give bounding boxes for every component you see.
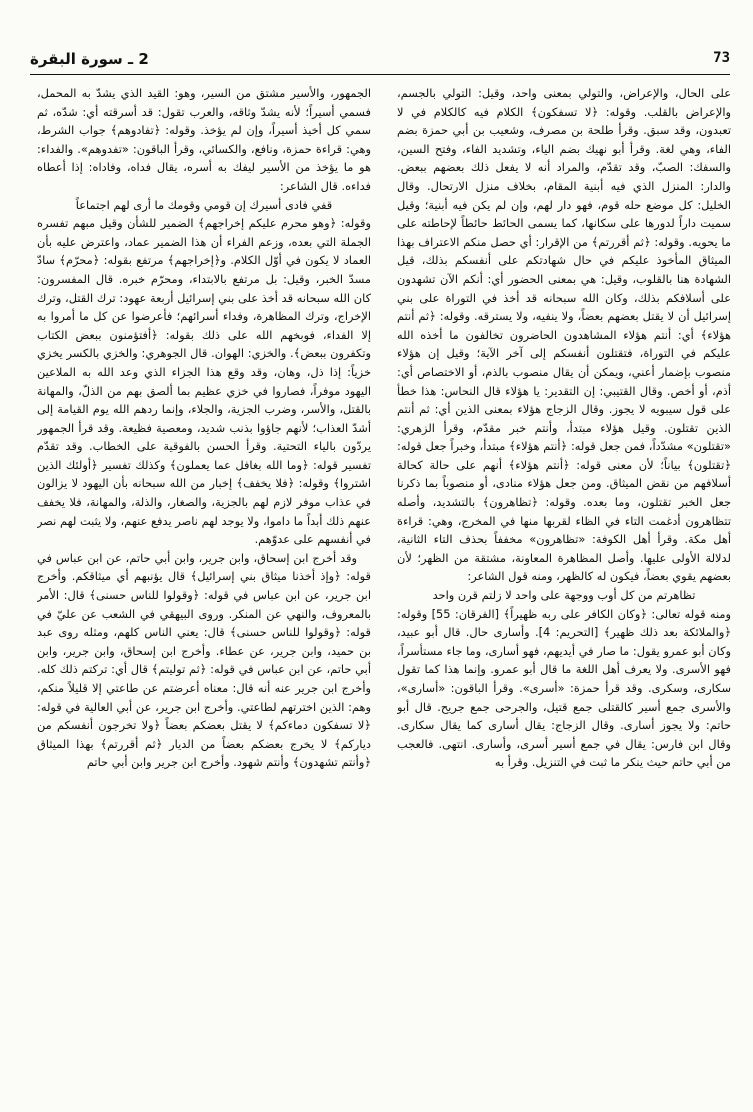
surah-title: 2 ـ سورة البقرة <box>30 50 149 68</box>
verse-line: قفي فادى أسيرك إن قومي وقومك ما أرى لهم اجتماعاً <box>75 197 333 212</box>
paragraph: وقد أخرج ابن إسحاق، وابن جرير، وابن أبي حاتم، عن ابن عباس في قوله: ﴿وإذ أخذنا ميثاق بني إسرائيل﴾ قال يؤنبهم أي ميثاقكم. وأخرج ابن جرير، عن ابن عباس في قوله: ﴿وقولوا للناس حسنى﴾ قال: الأمر بالمعروف، والنهي عن المنكر. وروى البيهقي في الشعب عن عليّ في قوله: ﴿وقولوا للناس حسنى﴾ قال: يعني الناس كلهم، ومثله روى عبد بن حميد، وابن جرير، عن عطاء. وأخرج ابن إسحاق، وابن جرير، وابن أبي حاتم، عن ابن عباس في قوله: ﴿ثم توليتم﴾ قال أي: تركتم ذلك كله. وأخرج ابن جرير عنه أنه قال: معناه أعرضتم عن طاعتي إلا قليلاً منكم، وهم: الذين اخترتهم لطاعتي. وأخرج ابن جرير، عن أبي العالية في قوله: ﴿لا تسفكون دماءكم﴾ لا يقتل بعضكم بعضاً ﴿ولا تخرجون أنفسكم من دياركم﴾ لا يخرج بعضكم بعضاً من الديار ﴿ثم أقررتم﴾ بهذا الميثاق ﴿وأنتم تشهدون﴾ وأنتم شهود. وأخرج ابن جرير وابن أبي حاتم <box>37 550 371 770</box>
paragraph: وقوله: ﴿وهو محرم عليكم إخراجهم﴾ الضمير للشأن وقيل مبهم تفسره الجملة التي بعده، وزعم الفراء أن هذا الضمير عماد، واعترض عليه بأن العماد لا يكون في أوّل الكلام. و﴿إخراجهم﴾ مرتفع بقوله: ﴿محرّم﴾ سادّ مسدّ الخبر، وقيل: بل مرتفع بالابتداء، ومحرّم خبره. قال المفسرون: كان الله سبحانه قد أخذ على بني إسرائيل أربعة عهود: ترك القتل، وترك الإخراج، وترك المظاهرة، وفداء أسرائهم؛ فأعرضوا عن كل ما أمروا به إلا الفداء، فوبخهم الله على ذلك بقوله: ﴿أفتؤمنون ببعض الكتاب وتكفرون ببعض﴾. والخزي: الهوان. قال الجوهري: والخزي بالكسر يخزي خزياً: إذا ذل، وهان، وقد وقع هذا الجزاء الذي وعد الله به الملاعين اليهود موفراً، فصاروا في خزي عظيم بما ألصق بهم من الذلّ، والمهانة بالقتل، والأسر، وضرب الجزية، والجلاء، وإنما ردهم الله يوم القيامة إلى أشدّ العذاب؛ لأنهم جاؤوا بذنب شديد، ومعصية فظيعة. وقد قرأ الجمهور يردّون بالياء التحتية. وقرأ الحسن بالفوقية على الخطاب. وقد تقدّم تفسير قوله: ﴿وما الله بغافل عما يعملون﴾ وكذلك تفسير ﴿أولئك الذين اشتروا﴾ وقوله: ﴿فلا يخفف﴾ إخبار من الله سبحانه بأن اليهود لا يزالون في عذاب موفر لازم لهم بالجزية، والصغار، والذلة، والمهانة، فلا يخفف عنهم ذلك أبداً ما داموا، ولا يوجد لهم ناصر يدفع عنهم، ولا يثبت لهم نصر في أنفسهم على عدوّهم. <box>37 216 371 547</box>
right-column <box>397 84 731 1092</box>
header-rule <box>30 74 730 75</box>
paragraph: على الحال، والإعراض، والتولي بمعنى واحد، وقيل: التولي بالجسم، والإعراض بالقلب. وقوله: ﴿لا تسفكون﴾ الكلام فيه كالكلام في لا تعبدون، وقد سبق. وقرأ طلحة بن مصرف، وشعيب بن أبي حمزة بضم الفاء، وهي لغة. وقرأ أبو نهيك بضم الياء، وتشديد الفاء، وفتح السين، والسفك: الصبّ، وقد تقدّم، والمراد أنه لا يفعل ذلك بعضهم ببعض. والدار: المنزل الذي فيه أبنية المقام، بخلاف منزل الارتحال. وقال الخليل: كل موضع حله قوم، فهو دار لهم، وإن لم يكن فيه أبنية؛ وقيل سميت داراً لدورها على سكانها، كما يسمى الحائط حائطاً لإحاطته على ما يحويه. وقوله: ﴿ثم أقررتم﴾ من الإقرار: أي حصل منكم الاعتراف بهذا الميثاق المأخوذ عليكم في حال شهادتكم على أنفسكم بذلك، قيل الشهادة هنا بالقلوب، وقيل: هي بمعنى الحضور أي: أنكم الآن تشهدون على أسلافكم بذلك، وكان الله سبحانه قد أخذ في التوراة على بني إسرائيل أن لا يقتل بعضهم بعضاً، ولا ينفيه، ولا يسترقه. وقوله: ﴿ثم أنتم هؤلاء﴾ أي: أنتم هؤلاء المشاهدون الحاضرون تخالفون ما أخذه الله عليكم في التوراة، فتقتلون أنفسكم إلى آخر الآية؛ وقيل إن هؤلاء منصوب بإضمار أعني، ويمكن أن يقال منصوب بالذم، أو الاختصاص أي: أذم، أو أخص. وقال القتيبي: إن التقدير: يا هؤلاء قال النحاس: هذا خطأ على قول سيبويه لا يجوز. وقال الزجاج هؤلاء بمعنى الذين أي: ثم أنتم الذين تقتلون. وقيل هؤلاء مبتدأ، وأنتم خبر مقدّم، وقرأ الزهري: «تقتلون» مشدّداً، فمن جعل قوله: ﴿أنتم هؤلاء﴾ مبتدأ، وخبراً جعل قوله: ﴿تقتلون﴾ بياناً؛ لأن معنى قوله: ﴿أنتم هؤلاء﴾ أنهم على حالة كحالة أسلافهم من نقض الميثاق. ومن جعل هؤلاء منادى، أو منصوباً بما ذكرنا جعل الخبر تقتلون، وما بعده. وقوله: ﴿تظاهرون﴾ بالتشديد، وأصله تتظاهرون أدغمت التاء في الظاء لقربها منها في المخرج، وهي: قراءة أهل مكة. وقرأ أهل الكوفة: «تظاهرون» مخففاً بحذف التاء الثانية، لدلالة الأولى عليها. وأصل المظاهرة المعاونة، مشتقة من الظهر؛ لأن بعضهم يقوي بعضاً، فيكون له كالظهر، ومنه قول الشاعر: <box>397 86 731 584</box>
paragraph: الجمهور، والأسير مشتق من السير، وهو: القيد الذي يشدّ به المحمل، فسمي أسيراً؛ لأنه يشدّ وثاقه، والعرب تقول: قد أسرقته أي: شدّه، ثم سمي كل أخيذ أسيراً، وإن لم يؤخذ. وقوله: ﴿تفادوهم﴾ جواب الشرط، وهي: قراءة حمزة، ونافع، والكسائي، وقرأ الباقون: «تفدوهم». والفداء: هو ما يؤخذ من الأسير ليفك به أسره، يقال فداه، وفاداه: إذا أعطاه فداءه. قال الشاعر: <box>37 86 371 193</box>
running-header <box>30 50 730 72</box>
paragraph: ومنه قوله تعالى: ﴿وكان الكافر على ربه ظهيراً﴾ [الفرقان: 55] وقوله: ﴿والملائكة بعد ذلك ظهير﴾ [التحريم: 4]. وأسارى حال. قال أبو عبيد، وكان أبو عمرو يقول: ما صار في أيديهم، فهو أسارى، وما جاء مستأسراً، فهو الأسرى. ولا يعرف أهل اللغة ما قال أبو عمرو. وإنما هذا كما تقول سكارى، وسكرى. وقد قرأ حمزة: «أسرى». وقرأ الباقون: «أسارى»، والأسرى جمع أسير كالقتلى جمع قتيل، والجرحى جمع جريح. قال أبو حاتم: ولا يجوز أسارى. وقال الزجاج: يقال أسارى كما يقال سكارى. وقال ابن فارس: يقال في جمع أسير أسرى، وأسارى. انتهى. فالعجب من أبي حاتم حيث ينكر ما ثبت في التنزيل. وقرأ به <box>397 606 731 770</box>
verse-line: تظاهرتم من كل أوب ووجهة على واحد لا زلتم قرن واحد <box>432 588 696 603</box>
page-number: 73 <box>713 50 730 66</box>
left-column <box>37 84 371 1092</box>
